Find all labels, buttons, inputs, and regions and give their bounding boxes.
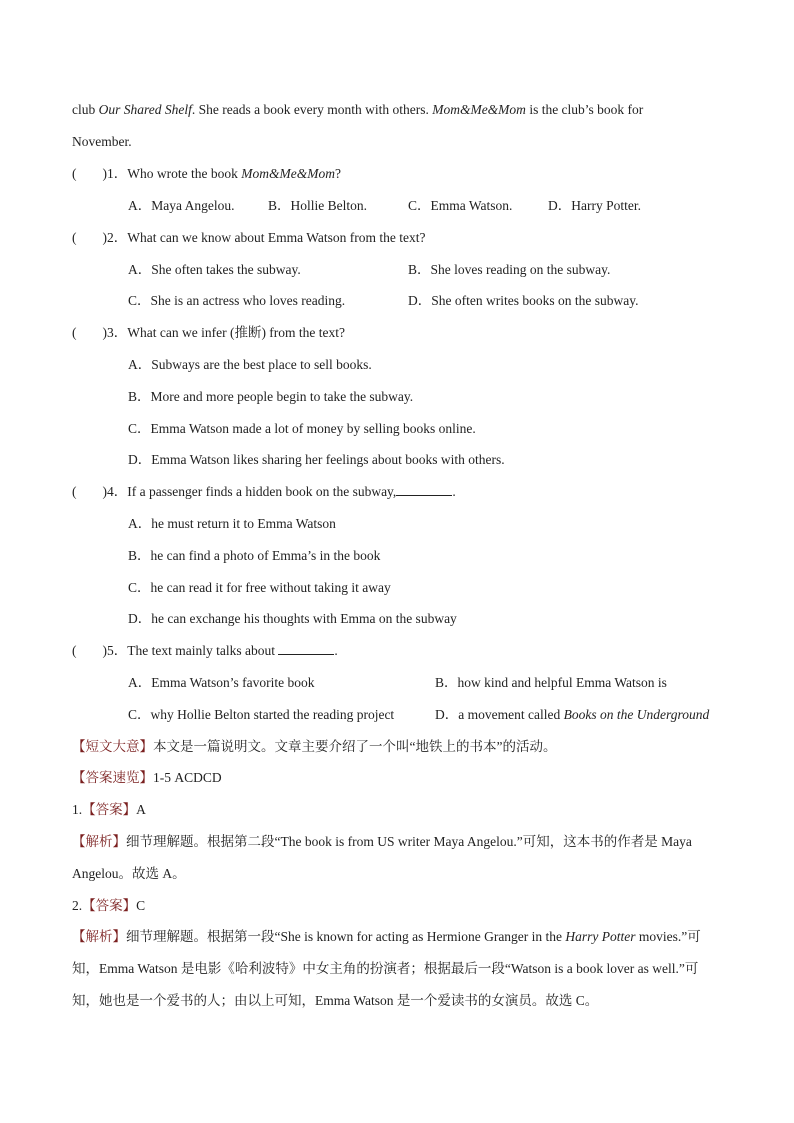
- quick-label: 【答案速览】: [72, 770, 153, 785]
- q1-option-d: D．Harry Potter.: [548, 198, 641, 213]
- q1-option-a: A．Maya Angelou.: [128, 198, 235, 213]
- explanation-2-line-1: 【解析】细节理解题。根据第一段“She is known for acting as Hermione Granger in the Harry Potter movies.”可: [72, 929, 701, 944]
- q5-option-a: A．Emma Watson’s favorite book: [128, 675, 315, 690]
- fill-blank-4[interactable]: [396, 484, 452, 496]
- q3-option-a: A．Subways are the best place to sell books.: [128, 357, 372, 372]
- q3-option-b: B．More and more people begin to take the subway.: [128, 389, 414, 404]
- passage-line-1: club Our Shared Shelf. She reads a book every month with others. Mom&Me&Mom is the club’s book for: [72, 102, 644, 117]
- q2-option-a: A．She often takes the subway.: [128, 262, 301, 277]
- club-name: Our Shared Shelf: [98, 102, 192, 117]
- q3-option-c: C．Emma Watson made a lot of money by selling books online.: [128, 421, 476, 436]
- q5-option-d: D．a movement called Books on the Underground: [435, 707, 710, 722]
- answer-2-line: 2.【答案】C: [72, 898, 146, 913]
- question-1: ( )1．Who wrote the book Mom&Me&Mom?: [72, 166, 341, 181]
- quick-answers-line: 【答案速览】1-5 ACDCD: [72, 770, 222, 785]
- explanation-1-line-2: Angelou。故选 A。: [72, 866, 186, 881]
- q4-option-c: C．he can read it for free without taking it away: [128, 580, 391, 595]
- q2-option-d: D．She often writes books on the subway.: [408, 293, 639, 308]
- q4-option-b: B．he can find a photo of Emma’s in the book: [128, 548, 381, 563]
- book-title: Mom&Me&Mom: [432, 102, 526, 117]
- q5-option-c: C．why Hollie Belton started the reading project: [128, 707, 395, 722]
- question-2: ( )2．What can we know about Emma Watson from the text?: [72, 230, 426, 245]
- question-4: ( )4．If a passenger finds a hidden book on the subway, .: [72, 484, 456, 499]
- answer-1-line: 1.【答案】A: [72, 802, 146, 817]
- q4-option-a: A．he must return it to Emma Watson: [128, 516, 336, 531]
- explanation-1-line-1: 【解析】细节理解题。根据第二段“The book is from US writer Maya Angelou.”可知，这本书的作者是 Maya: [72, 834, 692, 849]
- passage-line-2: November.: [72, 134, 132, 149]
- summary-label: 【短文大意】: [72, 739, 153, 754]
- q5-option-b: B．how kind and helpful Emma Watson is: [435, 675, 667, 690]
- q1-option-b: B．Hollie Belton.: [268, 198, 367, 213]
- q2-option-b: B．She loves reading on the subway.: [408, 262, 611, 277]
- explanation-2-line-2: 知，Emma Watson 是电影《哈利波特》中女主角的扮演者；根据最后一段“Watson is a book lover as well.”可: [72, 961, 699, 976]
- q3-option-d: D．Emma Watson likes sharing her feelings about books with others.: [128, 452, 505, 467]
- q4-option-d: D．he can exchange his thoughts with Emma on the subway: [128, 611, 457, 626]
- explanation-2-line-3: 知，她也是一个爱书的人；由以上可知，Emma Watson 是一个爱读书的女演员。故选 C。: [72, 993, 599, 1008]
- fill-blank-5[interactable]: [278, 643, 334, 655]
- question-5: ( )5．The text mainly talks about .: [72, 643, 338, 658]
- q2-option-c: C．She is an actress who loves reading.: [128, 293, 346, 308]
- q1-option-c: C．Emma Watson.: [408, 198, 513, 213]
- question-3: ( )3．What can we infer (推断) from the text?: [72, 325, 346, 340]
- summary-line: 【短文大意】本文是一篇说明文。文章主要介绍了一个叫“地铁上的书本”的活动。: [72, 739, 557, 754]
